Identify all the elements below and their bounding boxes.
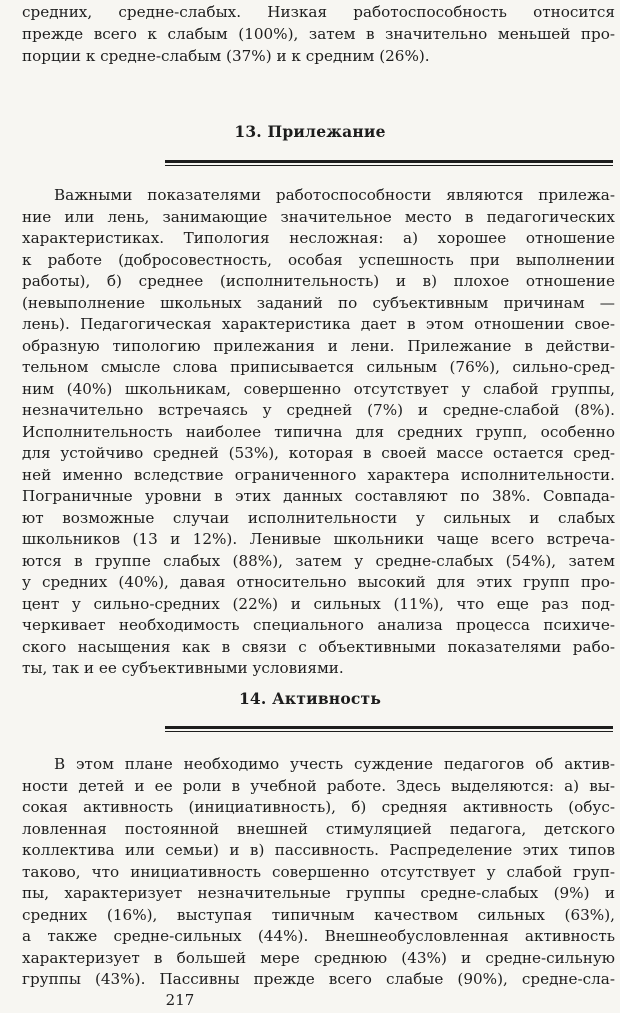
text-line: характеризует в большей мере среднюю (43%) и средне-сильную: [22, 948, 615, 967]
text-line: а также средне-сильных (44%). Внешнеобусловленная активность: [22, 927, 615, 945]
text-line: лень). Педагогическая характеристика дает в этом отношении свое-: [22, 315, 615, 333]
text-line: ним (40%) школьникам, совершенно отсутствует у слабой группы,: [22, 379, 615, 398]
text-line: группы (43%). Пассивны прежде всего слабые (90%), средне-сла-: [22, 970, 615, 988]
text-line: Исполнительность наиболее типична для средних групп, особенно: [22, 422, 615, 441]
text-line: ловленная постоянной внешней стимуляцией педагога, детского: [22, 819, 615, 838]
text-line: Важными показателями работоспособности являются прилежа-: [54, 186, 615, 204]
text-line: коллектива или семьи) и в) пассивность. Распределение этих типов: [22, 841, 615, 859]
text-line: средних (16%), выступая типичным качеством сильных (63%),: [22, 905, 615, 924]
text-line: сокая активность (инициативность), б) средняя активность (обус-: [22, 798, 615, 816]
text-line: цент у сильно-средних (22%) и сильных (11%), что еще раз под-: [22, 594, 615, 613]
text-line: у средних (40%), давая относительно высокий для этих групп про-: [22, 573, 615, 591]
text-line: черкивает необходимость специального анализа процесса психиче-: [22, 616, 615, 634]
section-13-rule: [165, 160, 613, 166]
text-line: работы), б) среднее (исполнительность) и в) плохое отношение: [22, 272, 615, 290]
text-line: школьников (13 и 12%). Ленивые школьники чаще всего встреча-: [22, 530, 615, 548]
text-line: ты, так и ее субъективными условиями.: [22, 659, 344, 677]
text-line: таково, что инициативность совершенно отсутствует у слабой груп-: [22, 862, 615, 881]
text-line: образную типологию прилежания и лени. Прилежание в действи-: [22, 336, 615, 355]
text-line: ние или лень, занимающие значительное место в педагогических: [22, 207, 615, 226]
text-line: для устойчиво средней (53%), которая в своей массе остается сред-: [22, 444, 615, 462]
text-line: Пограничные уровни в этих данных составляют по 38%. Совпада-: [22, 487, 615, 505]
text-line: ней именно вследствие ограниченного характера исполнительности.: [22, 465, 615, 484]
text-line: прежде всего к слабым (100%), затем в значительно меньшей про-: [22, 25, 615, 43]
text-line: характеристиках. Типология несложная: а) хорошее отношение: [22, 229, 615, 247]
text-line: средних, средне-слабых. Низкая работоспособность относится: [22, 3, 615, 21]
text-line: незначительно встречаясь у средней (7%) и средне-слабой (8%).: [22, 401, 615, 419]
text-line: ют возможные случаи исполнительности у сильных и слабых: [22, 508, 615, 527]
text-line: к работе (добросовестность, особая успешность при выполнении: [22, 250, 615, 269]
text-line: В этом плане необходимо учесть суждение педагогов об актив-: [54, 755, 615, 773]
text-line: порции к средне-слабым (37%) и к средним (26%).: [22, 47, 430, 65]
section-14-rule: [165, 726, 613, 732]
page-number: 217: [165, 991, 195, 1009]
text-line: ются в группе слабых (88%), затем у средне-слабых (54%), затем: [22, 551, 615, 570]
section-13-heading: 13. Прилежание: [234, 122, 386, 141]
text-line: пы, характеризует незначительные группы средне-слабых (9%) и: [22, 884, 615, 902]
text-line: ского насыщения как в связи с объективными показателями рабо-: [22, 637, 615, 656]
text-line: ности детей и ее роли в учебной работе. Здесь выделяются: а) вы-: [22, 776, 615, 795]
text-line: (невыполнение школьных заданий по субъективным причинам —: [22, 293, 615, 312]
text-line: тельном смысле слова приписывается сильным (76%), сильно-сред-: [22, 358, 615, 376]
section-14-heading: 14. Активность: [238, 689, 382, 708]
